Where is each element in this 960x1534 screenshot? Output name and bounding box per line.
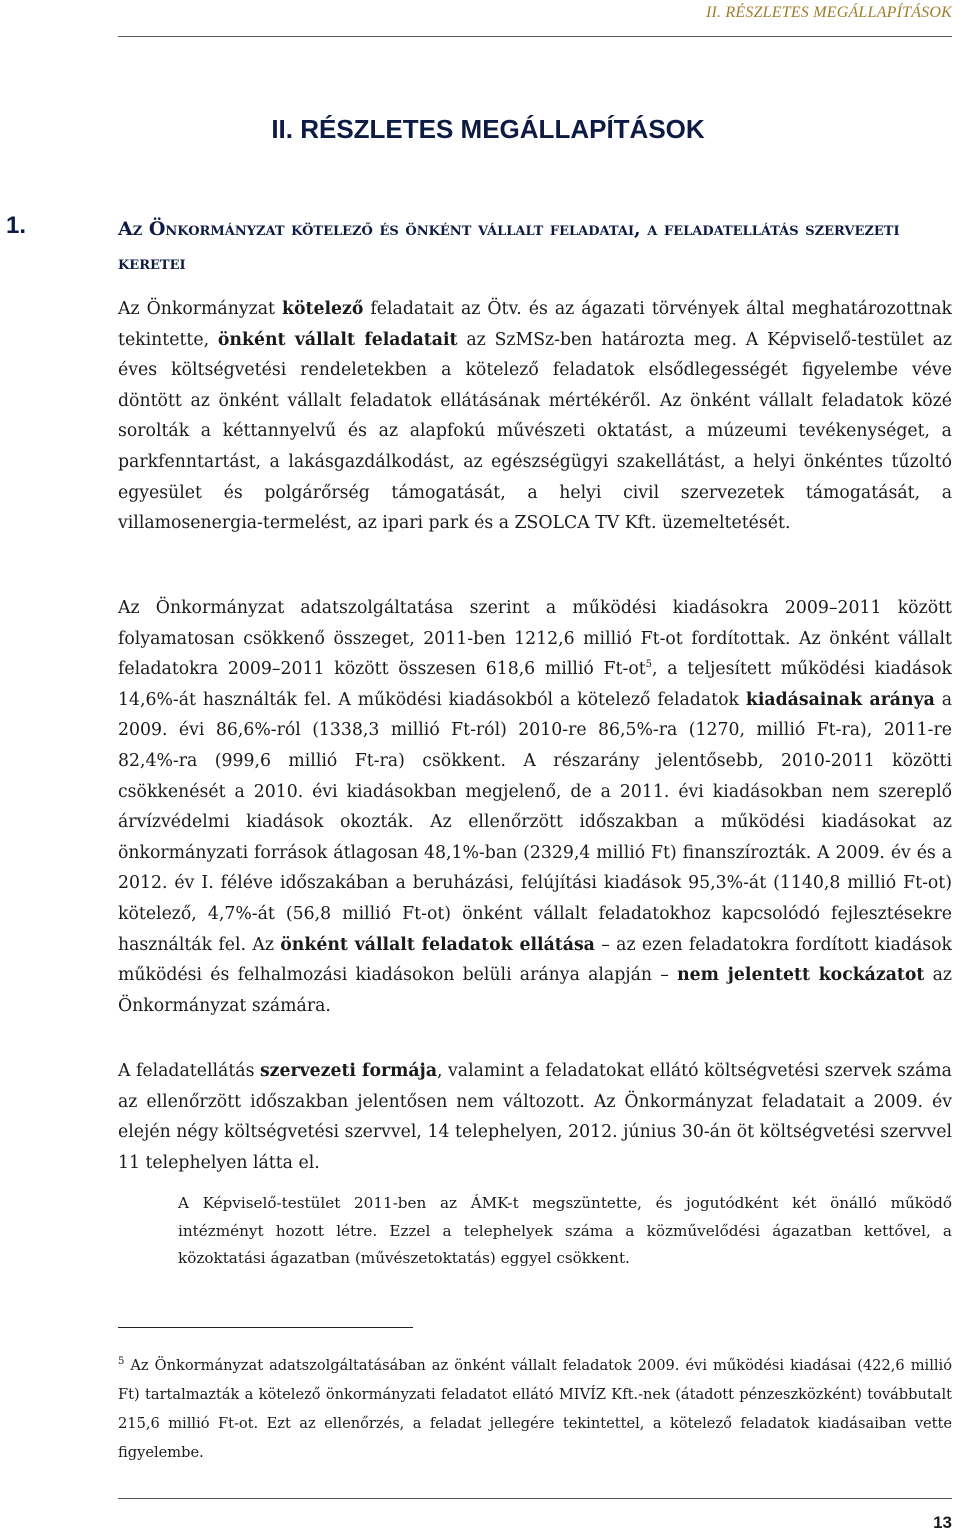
chapter-number: 1. (6, 212, 27, 239)
running-head: II. RÉSZLETES MEGÁLLAPÍTÁSOK (705, 4, 952, 21)
para1-text-2: feladatait az Ötv. és az ágazati törvények által meghatározottnak tekintette, (118, 299, 952, 350)
para2-bold-no-risk: nem jelentett kockázatot (677, 965, 925, 986)
para3-text-2: , valamint a feladatokat ellátó költségvetési szervek száma az ellenőrzött időszakban jelentősen nem változott. Az Önkormányzat feladatait a 2009. év elején négy költségvetési szervvel, 14 telephelyen, 2012. június 30-án öt költségvetési szervvel 11 telephelyen látta el. (118, 1061, 952, 1173)
indented-note: A Képviselő-testület 2011-ben az ÁMK-t megszüntette, és jogutódként két önálló működő intézményt hozott létre. Ezzel a telephelyek száma a közművelődési ágazatban kettővel, a közoktatási ágazatban (művészetoktatás) eggyel csökkent. (178, 1194, 952, 1267)
para2-text-3: a 2009. évi 86,6%-ról (1338,3 millió Ft-ról) 2010-re 86,5%-ra (1270, millió Ft-ra), 2011-re 82,4%-ra (999,6 millió Ft-ra) csökkent. A részarány jelentősebb, 2010-2011 közötti csökkenését a 2010. évi kiadásokban megjelenő, de a 2011. évi kiadásokban nem szereplő árvízvédelmi kiadások okozták. Az ellenőrzött időszakban a működési kiadásokat az önkormányzati források átlagosan 48,1%-ban (2329,4 millió Ft) finanszírozták. A 2009. év és a 2012. év I. féléve időszakában a beruházási, felújítási kiadások 95,3%-át (1140,8 millió Ft-ot) kötelező, 4,7%-át (56,8 millió Ft-ot) önként vállalt feladatokhoz kapcsolódó fejlesztésekre használták fel. Az (118, 689, 952, 955)
footnote-text: Az Önkormányzat adatszolgáltatásában az önként vállalt feladatok 2009. évi működési kiadásai (422,6 millió Ft) tartalmazták a kötelező önkormányzati feladatot ellátó MIVÍZ Kft.-nek (átadott pénzeszközként) továbbutalt 215,6 millió Ft-ot. Ezt az ellenőrzés, a feladat jellegére tekintettel, a kötelező feladatok kiadásaiban vette figyelembe. (118, 1357, 952, 1461)
footer-divider (118, 1498, 952, 1499)
footnote-mark: 5 (118, 1356, 125, 1368)
para2-text-2: , a teljesített működési kiadások 14,6%-át használták fel. A működési kiadásokból a kötelező feladatok (118, 659, 953, 710)
chapter-title: Az Önkormányzat kötelező és önként vállalt feladatai, a feladatellátás szervezeti keretei (118, 218, 900, 274)
para1-bold-voluntary: önként vállalt feladatait (217, 329, 458, 350)
para3-bold-org-form: szervezeti formája (259, 1061, 438, 1081)
page-number: 13 (933, 1513, 952, 1532)
paragraph-organizational-form (118, 1056, 952, 1178)
para1-text-3: az SzMSz-ben határozta meg. A Képviselő-testület az éves költségvetési rendeletekben a kötelező feladatok elsődlegességét figyelembe véve döntött az önként vállalt feladatok ellátásának mértékéről. Az önként vállalt feladatok közé sorolták a kéttannyelvű és az alapfokú művészeti oktatást, a múzeumi tevékenységet, a parkfenntartást, a lakásgazdálkodást, az egészségügyi szakellátást, a helyi önkéntes tűzoltó egyesület és polgárőrség támogatását, a helyi civil szervezetek támogatását, a villamosenergia-termelést, az ipari park és a ZSOLCA TV Kft. üzemeltetését. (118, 329, 952, 534)
footnote-reference[interactable]: 5 (645, 659, 653, 671)
para2-text-5: az Önkormányzat számára. (118, 965, 952, 1016)
paragraph-mandatory-tasks (118, 294, 952, 539)
section-title: II. RÉSZLETES MEGÁLLAPÍTÁSOK (271, 114, 705, 144)
para3-text-1: A feladatellátás (118, 1061, 260, 1081)
para2-text-4: – az ezen feladatokra fordított kiadások működési és felhalmozási kiadásokon belüli aránya alapján – (118, 934, 953, 986)
para2-bold-expense-ratio: kiadásainak aránya (745, 689, 935, 710)
para2-text-1: Az Önkormányzat adatszolgáltatása szerint a működési kiadásokra 2009–2011 között folyamatosan csökkenő összeget, 2011-ben 1212,6 millió Ft-ot fordítottak. Az önként vállalt feladatokra 2009–2011 között összesen 618,6 millió Ft-ot (118, 598, 952, 680)
footnote-5 (118, 1351, 952, 1467)
para1-bold-mandatory: kötelező (282, 299, 364, 319)
paragraph-operating-expenses (118, 593, 952, 1021)
footnote-divider (118, 1327, 413, 1328)
para2-bold-voluntary-tasks: önként vállalt feladatok ellátása (280, 934, 595, 955)
para1-text-1: Az Önkormányzat (118, 299, 282, 319)
header-divider (118, 36, 952, 37)
